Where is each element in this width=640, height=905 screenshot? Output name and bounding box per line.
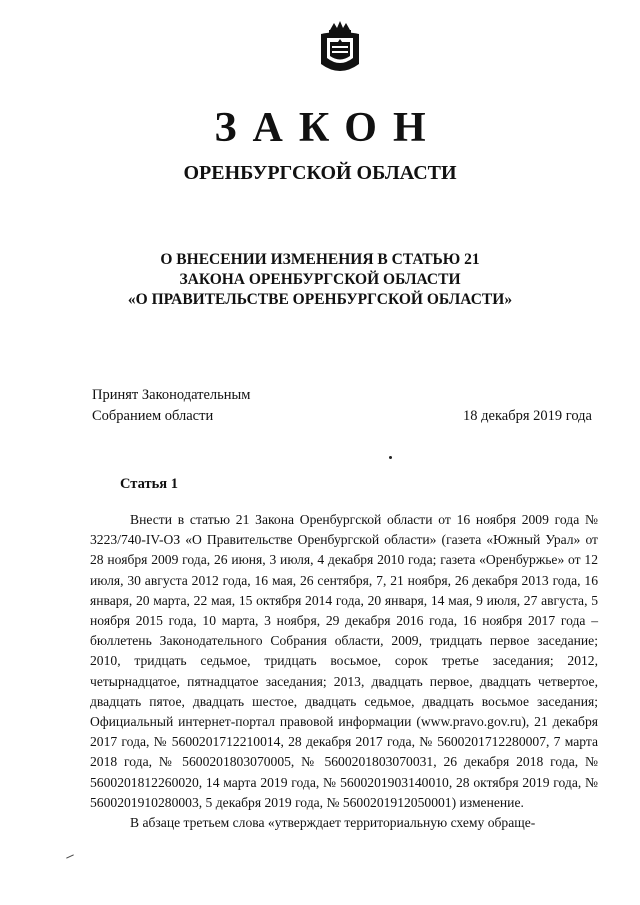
adoption-line-2: Собранием области [92,408,214,424]
region-title: ОРЕНБУРГСКОЙ ОБЛАСТИ [183,162,457,184]
adoption-line-1: Принят Законодательным [92,387,251,403]
article-body [90,510,598,833]
margin-mark [66,854,74,858]
law-subject [0,250,640,310]
article-heading: Статья 1 [120,476,178,492]
coat-of-arms-icon [318,20,362,78]
adoption-info [92,385,250,427]
stray-dot [389,456,392,459]
subject-line-2: ЗАКОНА ОРЕНБУРГСКОЙ ОБЛАСТИ [179,271,461,288]
subject-line-3: «О ПРАВИТЕЛЬСТВЕ ОРЕНБУРГСКОЙ ОБЛАСТИ» [127,291,513,308]
adoption-date: 18 декабря 2019 года [463,408,592,424]
article-paragraph-2: В абзаце третьем слова «утверждает территориальную схему обраще- [130,815,536,831]
article-paragraph-1: Внести в статью 21 Закона Оренбургской области от 16 ноября 2009 года № 3223/740-IV-ОЗ «О Правительстве Оренбургской области» (газета «Южный Урал» от 28 ноября 2009 года, 26 июня, 3 июля, 4 декабря 2010 года; газета «Оренбуржье» от 12 июля, 30 августа 2012 года, 16 мая, 26 сентября, 7, 21 ноября, 26 декабря 2013 года, 16 января, 20 марта, 22 мая, 15 октября 2014 года, 20 января, 14 мая, 9 июля, 27 августа, 5 ноября 2015 года, 10 марта, 3 ноября, 29 декабря 2016 года, 16 ноября 2017 года – бюллетень Законодательного Собрания области, 2009, тридцать первое заседание; 2010, тридцать седьмое, тридцать восьмое, сорок третье заседания; 2012, четырнадцатое, пятнадцатое заседания; 2013, двадцать первое, двадцать четвертое, двадцать пятое, двадцать шестое, двадцать седьмое, двадцать восьмое заседания; Официальный интернет-портал правовой информации (www.pravo.gov.ru), 21 декабря 2017 года, № 5600201712210014, 28 декабря 2017 года, № 5600201712280007, 7 марта 2018 года, № 5600201803070005, № 5600201803070031, 26 декабря 2018 года, № 5600201812260020, 14 марта 2019 года, № 5600201903140010, 28 октября 2019 года, № 5600201910280003, 5 декабря 2019 года, № 5600201912050001) изменение. [90,512,598,810]
law-title: ЗАКОН [214,105,442,151]
subject-line-1: О ВНЕСЕНИИ ИЗМЕНЕНИЯ В СТАТЬЮ 21 [160,251,480,268]
